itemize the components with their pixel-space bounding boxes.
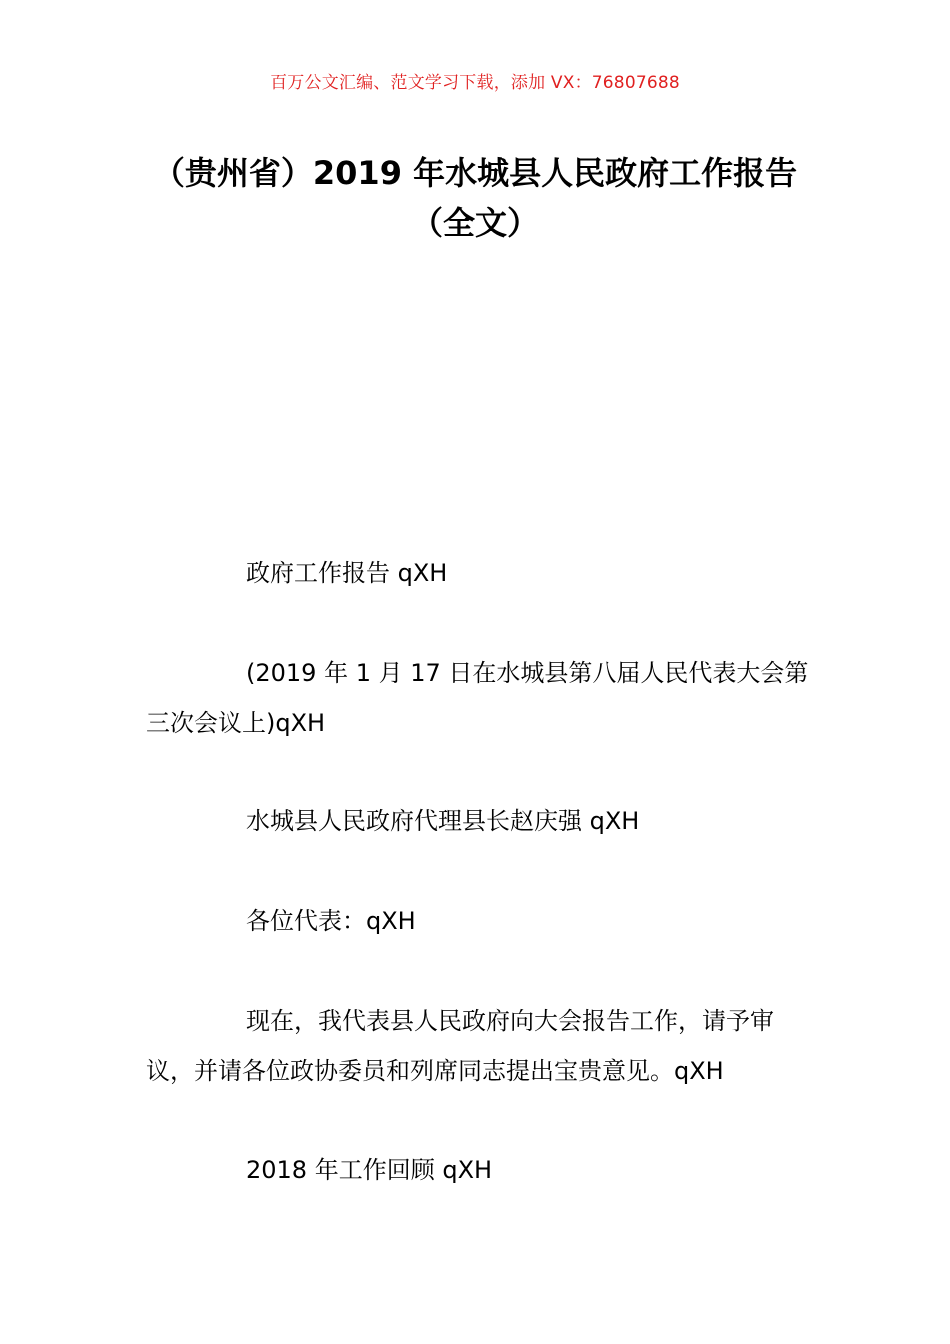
paragraph-report-label: 政府工作报告 qXH	[246, 559, 448, 587]
paragraph-meeting-date: (2019 年 1 月 17 日在水城县第八届人民代表大会第三次会议上)qXH	[146, 659, 809, 737]
section-heading-review: 2018 年工作回顾 qXH	[246, 1156, 493, 1184]
paragraph-opening: 现在，我代表县人民政府向大会报告工作，请予审议，并请各位政协委员和列席同志提出宝贵意见。qXH	[146, 1007, 774, 1085]
document-title: （贵州省）2019 年水城县人民政府工作报告（全文）	[152, 154, 798, 242]
paragraph-speaker: 水城县人民政府代理县长赵庆强 qXH	[246, 807, 640, 835]
paragraph-salutation: 各位代表：qXH	[246, 907, 416, 935]
header-watermark: 百万公文汇编、范文学习下载，添加 VX：76807688	[270, 73, 680, 93]
